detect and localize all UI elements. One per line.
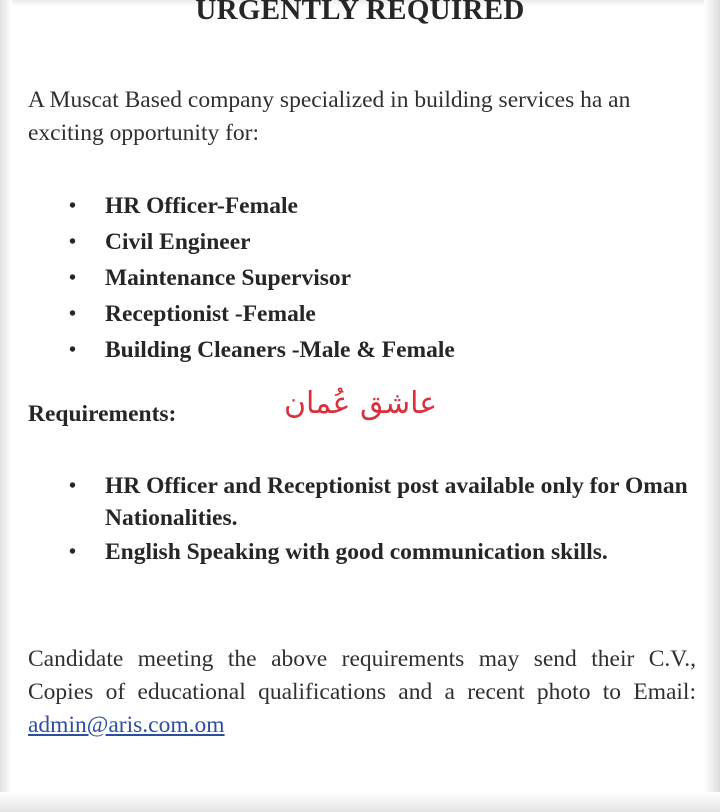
list-item xyxy=(28,188,688,224)
position-label: Building Cleaners -Male & Female xyxy=(105,337,455,363)
page-edge-right xyxy=(704,0,720,812)
page-title: URGENTLY REQUIRED xyxy=(195,0,525,26)
position-label: HR Officer-Female xyxy=(105,193,298,219)
bullet-icon: • xyxy=(69,267,77,289)
list-item xyxy=(28,470,698,534)
position-label: Maintenance Supervisor xyxy=(105,265,352,291)
closing-text: Candidate meeting the above requirements may send their C.V., Copies of educational qualifications and a recent photo to Email: xyxy=(28,646,696,705)
position-label: Civil Engineer xyxy=(105,229,251,255)
bullet-icon: • xyxy=(69,303,77,325)
bullet-icon: • xyxy=(69,541,77,563)
list-item xyxy=(28,224,688,260)
email-link[interactable]: admin@aris.com.om xyxy=(28,712,225,738)
position-label: Receptionist -Female xyxy=(105,301,316,327)
requirements-heading: Requirements: xyxy=(28,401,177,427)
watermark-text: عاشق عُمان xyxy=(284,386,438,421)
page-edge-bottom xyxy=(0,792,720,812)
list-item xyxy=(28,296,688,332)
requirements-list xyxy=(28,470,698,570)
bullet-icon: • xyxy=(69,475,77,497)
bullet-icon: • xyxy=(69,195,77,217)
closing-paragraph xyxy=(28,643,696,742)
requirement-text: HR Officer and Receptionist post available only for Oman Nationalities. xyxy=(105,473,688,531)
bullet-icon: • xyxy=(69,231,77,253)
list-item xyxy=(28,332,688,368)
list-item xyxy=(28,260,688,296)
bullet-icon: • xyxy=(69,339,77,361)
intro-paragraph: A Muscat Based company specialized in building services ha an exciting opportunity for: xyxy=(28,87,631,146)
list-item xyxy=(28,536,698,568)
requirement-text: English Speaking with good communication skills. xyxy=(105,539,608,565)
page-edge-left xyxy=(0,0,12,812)
positions-list xyxy=(28,188,688,368)
